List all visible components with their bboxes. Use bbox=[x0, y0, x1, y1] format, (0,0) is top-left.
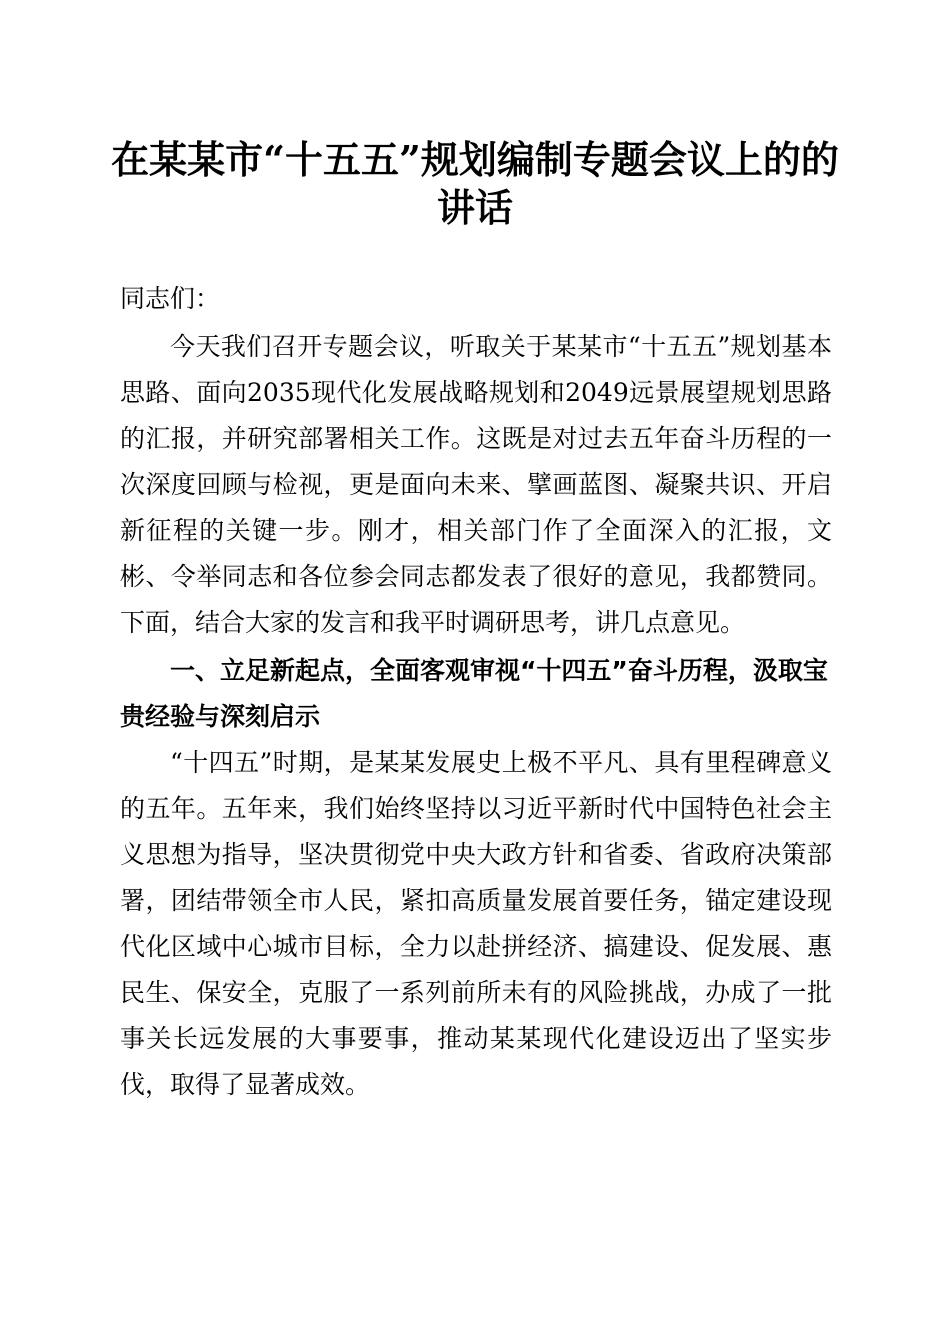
document-body bbox=[120, 276, 832, 1108]
salutation: 同志们： bbox=[120, 284, 221, 313]
title-line-2: 讲话 bbox=[436, 185, 513, 230]
title-line-1: 在某某市“十五五”规划编制专题会议上的的 bbox=[111, 137, 839, 182]
section-heading-1: 一、立足新起点，全面客观审视“十四五”奋斗历程，汲取宝贵经验与深刻启示 bbox=[120, 656, 828, 731]
paragraph-opening: 今天我们召开专题会议，听取关于某某市“十五五”规划基本思路、面向2035现代化发展战略规划和2049远景展望规划思路的汇报，并研究部署相关工作。这既是对过去五年奋斗历程的一次深度回顾与检视，更是面向未来、擘画蓝图、凝聚共识、开启新征程的关键一步。刚才，相关部门作了全面深入的汇报，文彬、令举同志和各位参会同志都发表了很好的意见，我都赞同。下面，结合大家的发言和我平时调研思考，讲几点意见。 bbox=[120, 332, 832, 637]
paragraph-section-1: “十四五”时期，是某某发展史上极不平凡、具有里程碑意义的五年。五年来，我们始终坚持以习近平新时代中国特色社会主义思想为指导，坚决贯彻党中央大政方针和省委、省政府决策部署，团结带领全市人民，紧扣高质量发展首要任务，锚定建设现代化区域中心城市目标，全力以赴拼经济、搞建设、促发展、惠民生、保安全，克服了一系列前所未有的风险挑战，办成了一批事关长远发展的大事要事，推动某某现代化建设迈出了坚实步伐，取得了显著成效。 bbox=[120, 748, 832, 1099]
document-title bbox=[110, 136, 840, 232]
